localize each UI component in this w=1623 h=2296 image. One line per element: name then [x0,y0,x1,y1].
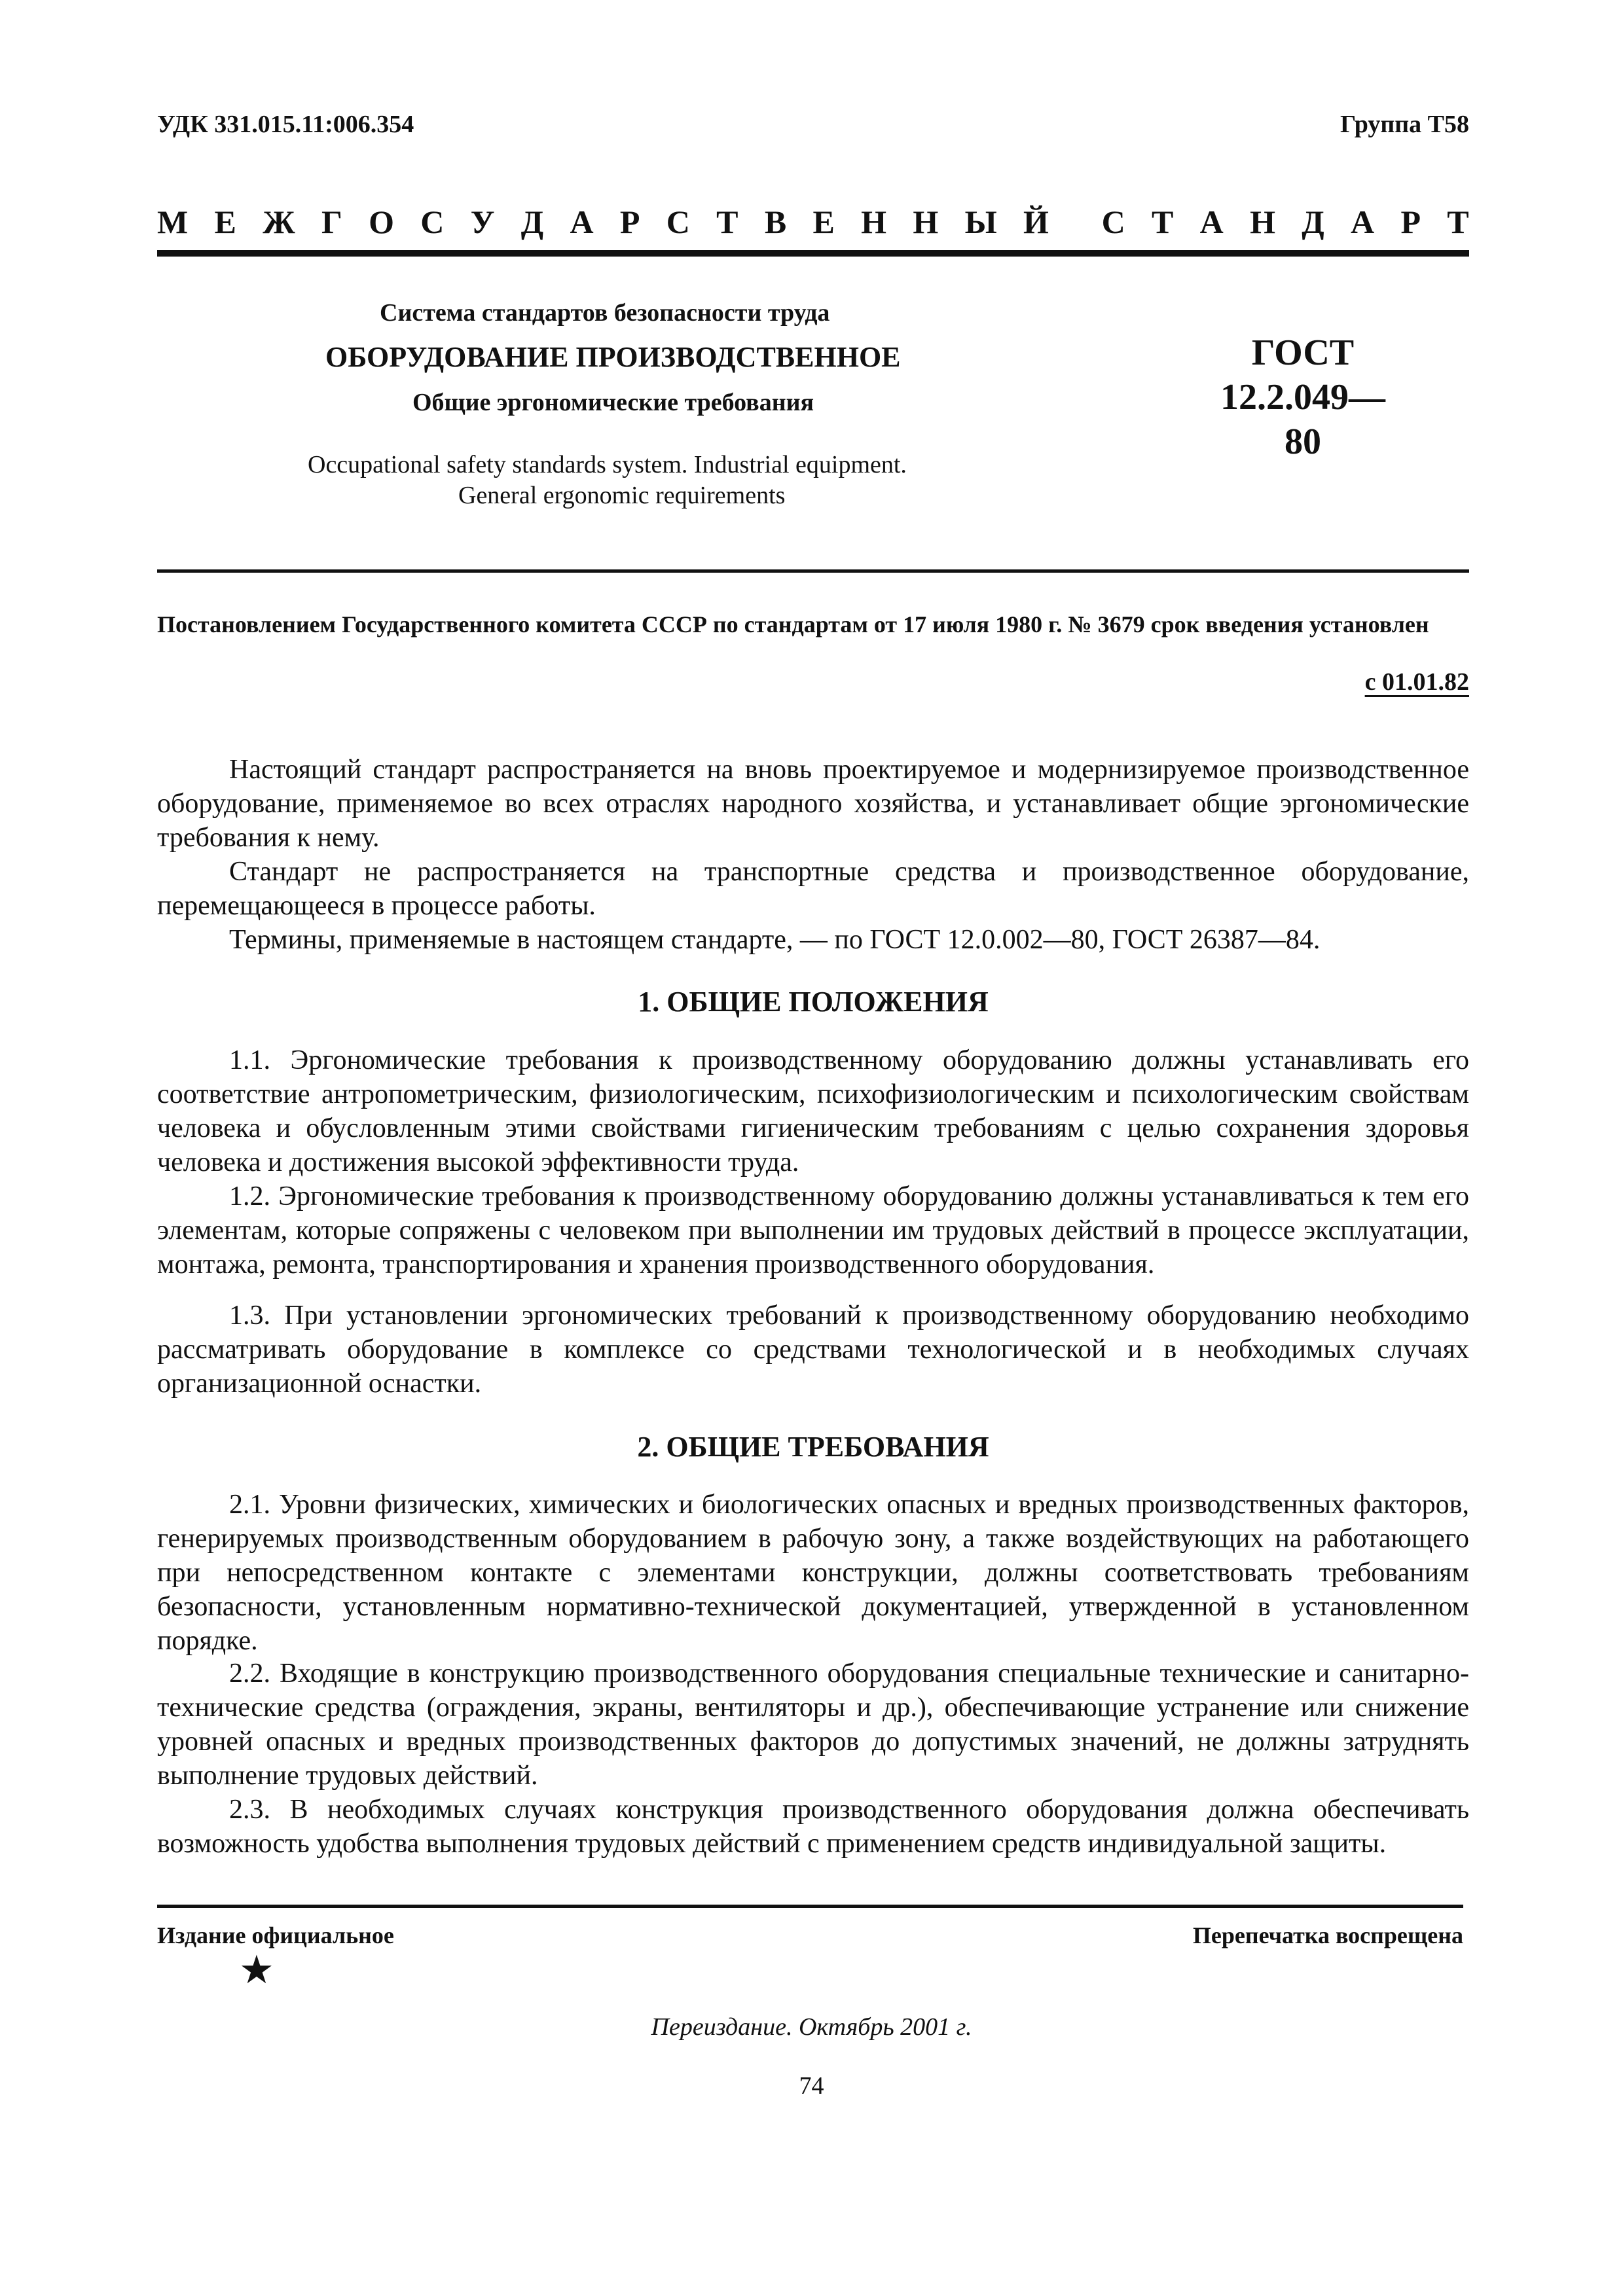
section-heading: 2. ОБЩИЕ ТРЕБОВАНИЯ [637,1431,989,1463]
banner-letter: Т [716,204,739,240]
english-title-line1: Occupational safety standards system. Industrial equipment. [308,451,907,478]
reprint-notice: Перепечатка воспрещена [1192,1922,1463,1948]
clause-paragraph: 1.1. Эргономические требования к производственному оборудованию должны устанавливать его соответствие антропометрическим, физиологическим, психофизиологическим и психологическим свойствам человека и обусловленным этими свойствами гигиеническим требованиям с целью сохранения здоровья человека и достижения высокой эффективности труда. [157,1045,1469,1177]
intro-paragraph: Термины, применяемые в настоящем стандарте, — по ГОСТ 12.0.002—80, ГОСТ 26387—84. [229,925,1321,955]
clause-paragraph: 2.3. В необходимых случаях конструкция производственного оборудования должна обеспечивать возможность удобства выполнения трудовых действий с применением средств индивидуальной защиты. [157,1795,1469,1859]
gost-number: 12.2.049—80 [1220,377,1385,462]
banner-letter: О [369,204,394,240]
system-name: Система стандартов безопасности труда [380,299,830,327]
banner-letter: С [1101,204,1125,240]
banner-letter: Т [1447,204,1469,240]
banner-letter: С [420,204,445,240]
official-edition: Издание официальное [157,1922,394,1948]
banner-letter: Р [1400,204,1421,240]
reissue-note: Переиздание. Октябрь 2001 г. [651,2013,972,2041]
group-code: Группа Т58 [1340,111,1469,138]
banner-letter: Ж [263,204,295,240]
standard-banner [157,203,1469,241]
banner-letter: Д [1302,204,1324,240]
banner-letter: Е [214,204,236,240]
banner-letter: Г [321,204,342,240]
banner-letter: Й [1023,204,1049,240]
english-title-line2: General ergonomic requirements [458,482,786,509]
gost-designation [1205,331,1401,464]
page-number: 74 [799,2072,824,2100]
banner-letter: В [764,204,787,240]
footer-rule [157,1905,1463,1908]
clause-paragraph: 1.2. Эргономические требования к производственному оборудованию должны устанавливаться к тем его элементам, которые сопряжены с человеком при выполнении им трудовых действий в процессе эксплуатации, монтажа, ремонта, транспортирования и хранения производственного оборудования. [157,1181,1469,1280]
banner-letter: Т [1151,204,1174,240]
banner-letter: Н [913,204,939,240]
banner-letter: А [1351,204,1375,240]
intro-paragraph: Настоящий стандарт распространяется на вновь проектируемое и модернизируемое производственное оборудование, применяемое во всех отраслях народного хозяйства, и устанавливает общие эргономические требования к нему. [157,755,1469,853]
document-title: ОБОРУДОВАНИЕ ПРОИЗВОДСТВЕННОЕ [325,341,901,373]
banner-letter: А [570,204,594,240]
intro-paragraph: Стандарт не распространяется на транспортные средства и производственное оборудование, перемещающееся в процессе работы. [157,857,1469,921]
banner-letter: С [666,204,690,240]
document-subtitle: Общие эргономические требования [412,389,814,416]
banner-letter: Р [619,204,640,240]
banner-letter: А [1199,204,1224,240]
section-heading: 1. ОБЩИЕ ПОЛОЖЕНИЯ [638,986,989,1018]
title-rule [157,569,1469,573]
clause-paragraph: 1.3. При установлении эргономических требований к производственному оборудованию необходимо рассматривать оборудование в комплексе со средствами технологической и в необходимых случаях организационной оснастки. [157,1300,1469,1399]
clause-paragraph: 2.1. Уровни физических, химических и биологических опасных и вредных производственных факторов, генерируемых производственным оборудованием в рабочую зону, а также воздействующих на работающего при непосредственном контакте с элементами конструкции, должны соответствовать требованиям безопасности, установленным нормативно-технической документацией, утвержденной в установленном порядке. [157,1490,1469,1656]
banner-letter: Д [520,204,544,240]
effective-date: с 01.01.82 [1364,668,1469,696]
star-icon: ★ [239,1948,274,1992]
banner-letter: У [470,204,495,240]
banner-letter: Н [1250,204,1275,240]
banner-letter: Н [861,204,887,240]
decree-text: Постановлением Государственного комитета СССР по стандартам от 17 июля 1980 г. № 3679 срок введения установлен [157,611,1429,637]
gost-label: ГОСТ [1251,332,1355,373]
banner-rule [157,250,1469,257]
banner-letter: М [157,204,189,240]
banner-letter: Е [812,204,835,240]
udk-code: УДК 331.015.11:006.354 [157,111,414,138]
banner-letter: Ы [964,204,997,240]
clause-paragraph: 2.2. Входящие в конструкцию производственного оборудования специальные технические и санитарно-технические средства (ограждения, экраны, вентиляторы и др.), обеспечивающие устранение или снижение уровней опасных и вредных производственных факторов до допустимых значений, не должны затруднять выполнение трудовых действий. [157,1659,1469,1791]
